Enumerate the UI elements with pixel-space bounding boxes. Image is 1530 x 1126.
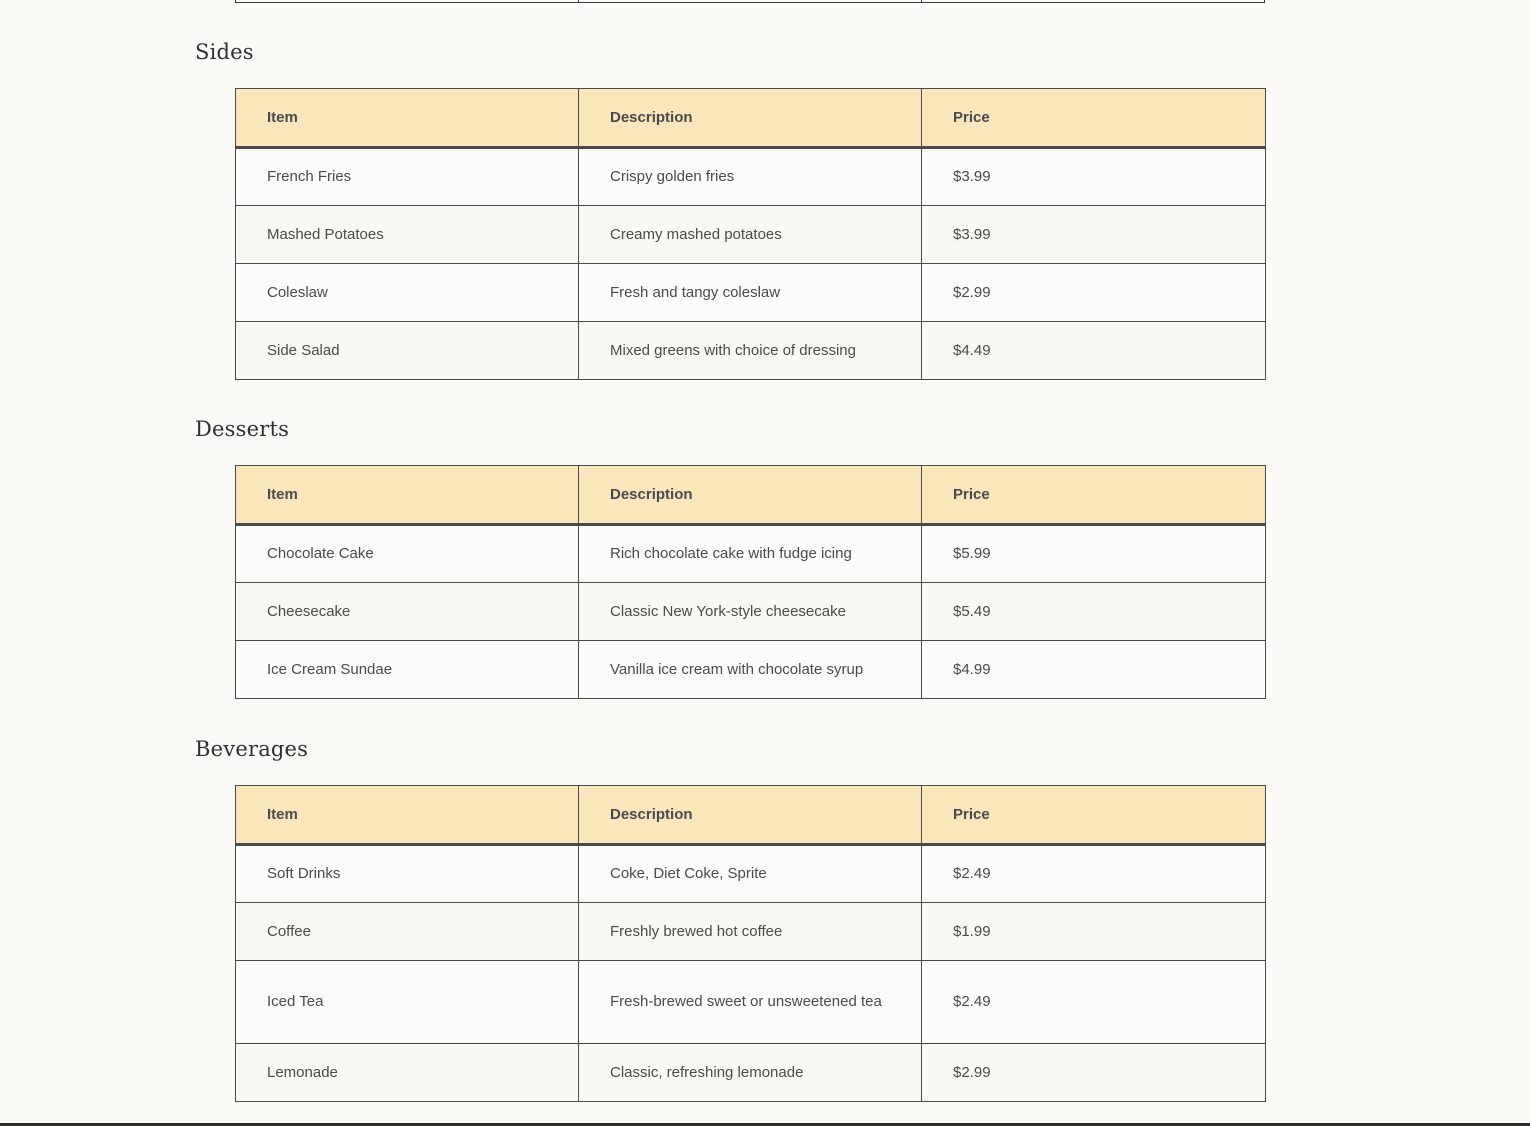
item-description: Crispy golden fries [579,148,922,206]
item-name: Iced Tea [236,961,579,1044]
section-title-beverages: Beverages [195,737,309,761]
table-header-row [236,466,1266,525]
table-row [236,206,1266,264]
item-price: $3.99 [922,148,1266,206]
table-row [236,148,1266,206]
item-name: Side Salad [236,322,579,380]
column-header-description: Description [579,786,922,845]
table-header-row [236,786,1266,845]
section-title-desserts: Desserts [195,417,290,441]
table-row [236,845,1266,903]
table-header-row [236,89,1266,148]
previous-table-bottom-edge [235,0,1265,3]
item-description: Coke, Diet Coke, Sprite [579,845,922,903]
sides-table [235,88,1266,380]
desserts-table [235,465,1266,699]
item-description: Classic New York-style cheesecake [579,583,922,641]
column-header-description: Description [579,466,922,525]
table-row [236,583,1266,641]
column-header-price: Price [922,786,1266,845]
item-price: $2.49 [922,845,1266,903]
item-name: Cheesecake [236,583,579,641]
item-description: Vanilla ice cream with chocolate syrup [579,641,922,699]
item-name: Coleslaw [236,264,579,322]
item-name: Chocolate Cake [236,525,579,583]
item-price: $2.99 [922,264,1266,322]
table-row [236,1044,1266,1102]
table-row [236,322,1266,380]
item-name: Coffee [236,903,579,961]
item-description: Classic, refreshing lemonade [579,1044,922,1102]
item-name: Mashed Potatoes [236,206,579,264]
beverages-table [235,785,1266,1102]
column-header-item: Item [236,89,579,148]
item-price: $5.99 [922,525,1266,583]
item-description: Fresh and tangy coleslaw [579,264,922,322]
table-row [236,961,1266,1044]
item-price: $1.99 [922,903,1266,961]
column-header-item: Item [236,786,579,845]
item-description: Creamy mashed potatoes [579,206,922,264]
item-name: Ice Cream Sundae [236,641,579,699]
column-header-description: Description [579,89,922,148]
item-description: Freshly brewed hot coffee [579,903,922,961]
item-price: $4.99 [922,641,1266,699]
item-description: Fresh-brewed sweet or unsweetened tea [579,961,922,1044]
table-row [236,525,1266,583]
item-description: Mixed greens with choice of dressing [579,322,922,380]
table-row [236,903,1266,961]
table-row [236,264,1266,322]
item-name: Soft Drinks [236,845,579,903]
item-name: French Fries [236,148,579,206]
item-name: Lemonade [236,1044,579,1102]
item-price: $2.99 [922,1044,1266,1102]
item-price: $5.49 [922,583,1266,641]
section-title-sides: Sides [195,40,254,64]
table-row [236,641,1266,699]
item-price: $3.99 [922,206,1266,264]
item-price: $2.49 [922,961,1266,1044]
column-header-price: Price [922,89,1266,148]
column-header-price: Price [922,466,1266,525]
column-header-item: Item [236,466,579,525]
item-description: Rich chocolate cake with fudge icing [579,525,922,583]
item-price: $4.49 [922,322,1266,380]
